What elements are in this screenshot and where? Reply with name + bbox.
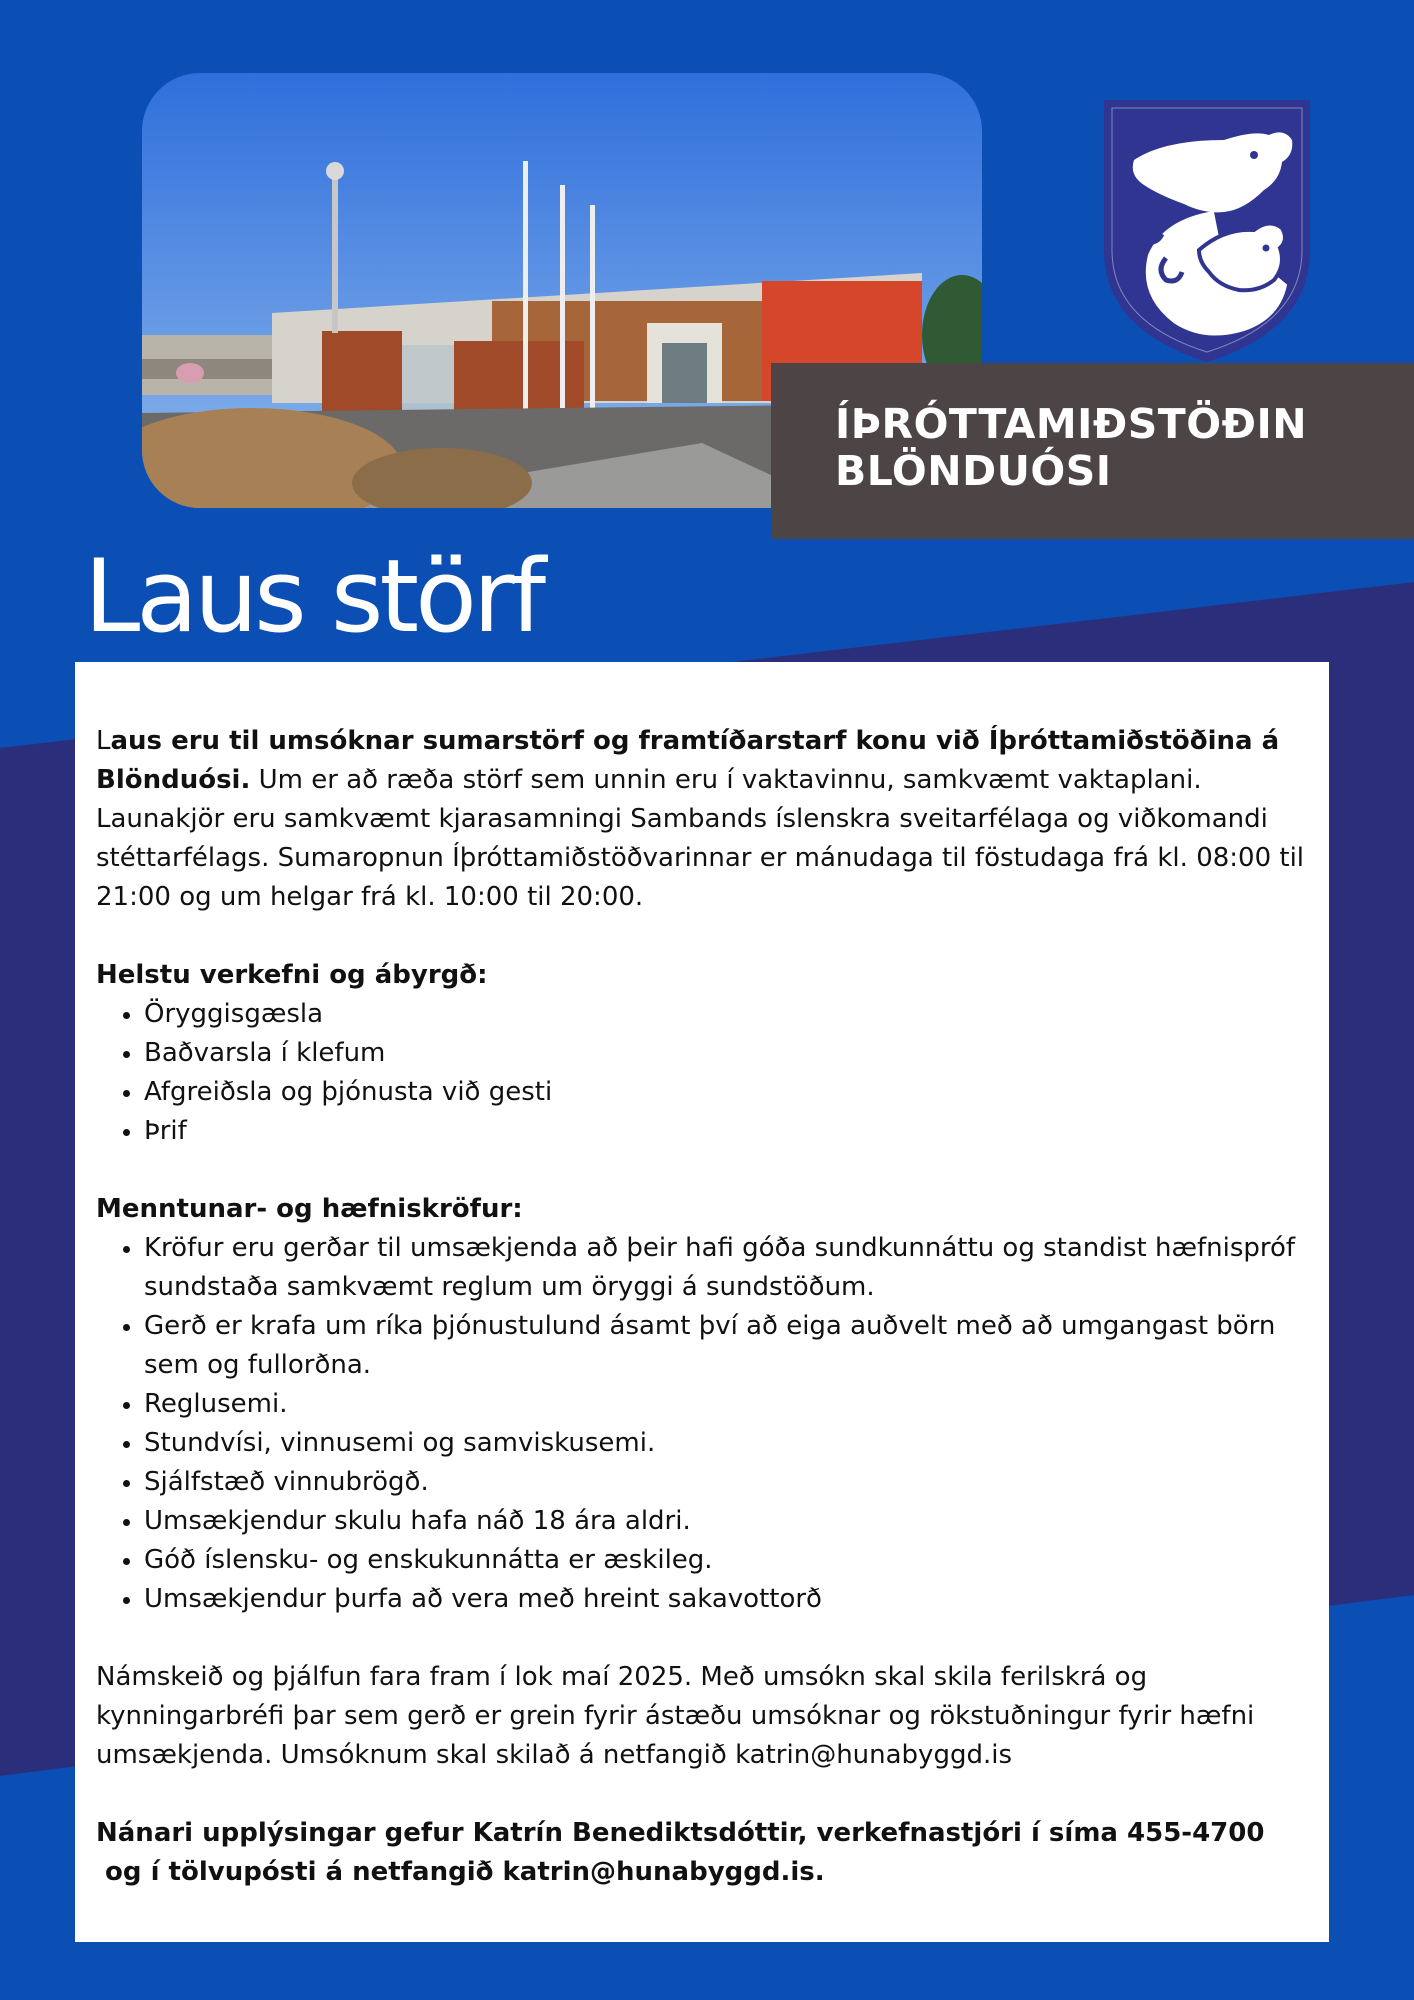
list-item: • Góð íslensku- og enskukunnátta er æskileg. xyxy=(144,1541,1315,1580)
job-posting-card xyxy=(75,662,1329,1942)
list-item: • Sjálfstæð vinnubrögð. xyxy=(144,1463,1315,1502)
list-item: • Öryggisgæsla xyxy=(144,995,1315,1034)
list-item: • Baðvarsla í klefum xyxy=(144,1034,1315,1073)
list-item: • Stundvísi, vinnusemi og samviskusemi. xyxy=(144,1424,1315,1463)
organization-name-line: BLÖNDUÓSI xyxy=(835,447,1112,495)
intro-bold-lead: aus eru til umsóknar sumarstörf og framtíðarstarf konu við Íþróttamiðstöðina á Blönduósi. xyxy=(96,726,1280,795)
polar-bears-crest-icon xyxy=(1104,100,1310,362)
list-item: • Umsækjendur skulu hafa náð 18 ára aldri. xyxy=(144,1502,1315,1541)
intro-first-letter: L xyxy=(96,726,111,756)
organization-name-line: ÍÞRÓTTAMIÐSTÖÐIN xyxy=(835,400,1308,448)
intro-paragraph xyxy=(96,722,1315,917)
list-item: • Þrif xyxy=(144,1112,1315,1151)
contact-line: og í tölvupósti á netfangið katrin@hunabyggd.is. xyxy=(96,1857,825,1887)
list-item: • Umsækjendur þurfa að vera með hreint sakavottorð xyxy=(144,1580,1315,1619)
list-item: • Gerð er krafa um ríka þjónustulund ásamt því að eiga auðvelt með að umgangast börn sem og fullorðna. xyxy=(144,1307,1315,1385)
intro-body: Um er að ræða störf sem unnin eru í vaktavinnu, samkvæmt vaktaplani. Launakjör eru samkvæmt kjarasamningi Sambands íslenskra sveitarfélaga og viðkomandi stéttarfélags. Sumaropnun Íþróttamiðstöðvarinnar er mánudaga til föstudaga frá kl. 08:00 til 21:00 og um helgar frá kl. 10:00 til 20:00. xyxy=(96,765,1305,912)
page-title: Laus störf xyxy=(84,537,542,655)
organization-name-box xyxy=(771,363,1414,539)
duties-list xyxy=(96,995,1315,1151)
requirements-list xyxy=(96,1229,1315,1619)
list-item: • Kröfur eru gerðar til umsækjenda að þeir hafi góða sundkunnáttu og standist hæfnispróf sundstaða samkvæmt reglum um öryggi á sundstöðum. xyxy=(144,1229,1315,1307)
requirements-heading: Menntunar- og hæfniskröfur: xyxy=(96,1194,523,1224)
duties-heading: Helstu verkefni og ábyrgð: xyxy=(96,960,488,990)
list-item: • Reglusemi. xyxy=(144,1385,1315,1424)
list-item: • Afgreiðsla og þjónusta við gesti xyxy=(144,1073,1315,1112)
contact-line: Nánari upplýsingar gefur Katrín Benediktsdóttir, verkefnastjóri í síma 455-4700 xyxy=(96,1818,1265,1848)
training-paragraph: Námskeið og þjálfun fara fram í lok maí 2025. Með umsókn skal skila ferilskrá og kynningarbréfi þar sem gerð er grein fyrir ástæðu umsóknar og rökstuðningur fyrir hæfni umsækjenda. Umsóknum skal skilað á netfangið katrin@hunabyggd.is xyxy=(96,1662,1255,1770)
